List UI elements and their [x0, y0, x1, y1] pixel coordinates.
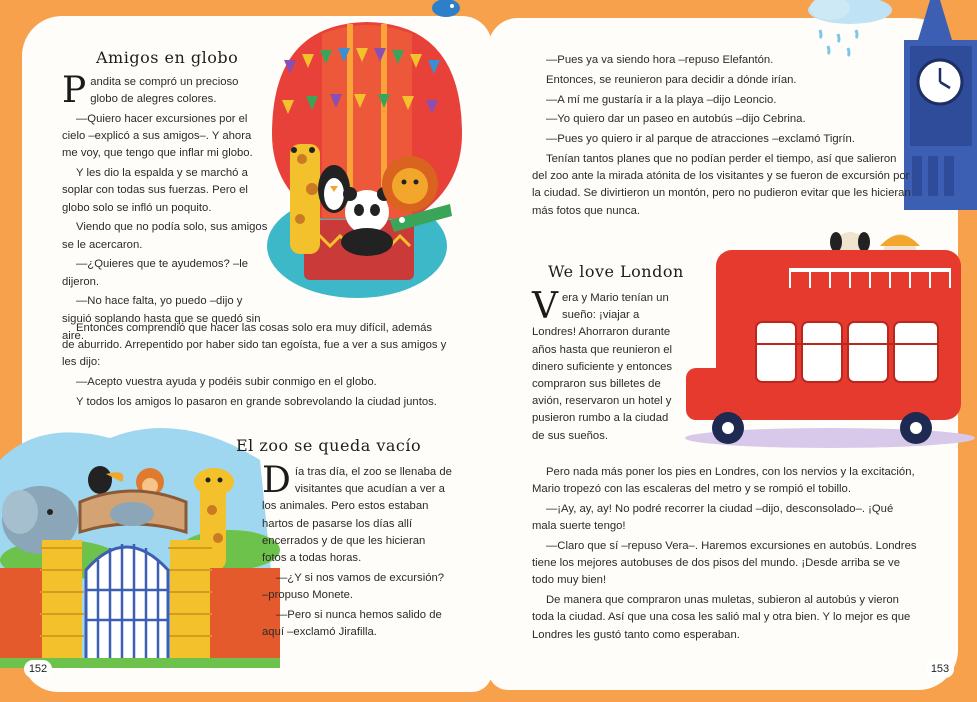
- story-paragraph: Pero nada más poner los pies en Londres, con los nervios y la excitación, Mario tropezó con las escaleras del metro y se rompió el tobillo.: [532, 466, 915, 496]
- panda-icon: [341, 187, 393, 256]
- story-paragraph: era y Mario tenían un sueño: ¡viajar a Londres! Ahorraron durante años hasta que reunieron el dinero suficiente y entonces compraron sus billetes de avión, reservaron un hotel y pusieron rumbo a la ciudad de sus sueños.: [532, 292, 673, 442]
- story-text-amigos-en-globo: [62, 70, 268, 348]
- story-paragraph: —¿Y si nos vamos de excursión? –propuso Monete.: [262, 571, 445, 602]
- drop-cap: V: [532, 286, 558, 327]
- page-number-right: 153: [926, 660, 954, 678]
- story-title-el-zoo: El zoo se queda vacío: [236, 436, 422, 455]
- story-paragraph: Y todos los amigos lo pasaron en grande sobrevolando la ciudad juntos.: [76, 396, 437, 408]
- story-paragraph: Entonces, se reunieron para decidir a dónde irían.: [546, 73, 797, 86]
- hot-air-balloon-illustration: [262, 14, 472, 304]
- story-paragraph: —Yo quiero dar un paseo en autobús –dijo Cebrina.: [546, 113, 806, 126]
- story-paragraph: —A mí me gustaría ir a la playa –dijo Leoncio.: [546, 93, 777, 106]
- lion-icon: [382, 156, 438, 212]
- story-text-we-love-london-end: [532, 464, 917, 646]
- clock-tower-icon: [904, 0, 977, 210]
- story-paragraph: —¡Ay, ay, ay! No podré recorrer la ciudad –dijo, desconsolado–. ¡Qué mala suerte tengo!: [532, 503, 894, 533]
- story-paragraph: Entonces comprendió que hacer las cosas solo era muy difícil, además de aburrido. Arrepentido por haber sido tan egoísta, fue a ver a sus amigos y les dijo:: [62, 322, 447, 369]
- story-paragraph: —No hace falta, yo puedo –dijo y siguió soplando hasta que se quedó sin aire.: [62, 295, 261, 342]
- story-paragraph: andita se compró un precioso globo de alegres colores.: [90, 76, 239, 106]
- story-text-el-zoo: [262, 460, 452, 644]
- story-paragraph: Tenían tantos planes que no podían perder el tiempo, así que salieron del zoo ante la mirada atónita de los visitantes y se fueron de excursión por la ciudad. Se divirtieron un montón, pero no pudieron evitar que les hicieran más fotos que nunca.: [532, 152, 911, 217]
- page-number-left: 152: [24, 660, 52, 678]
- story-text-we-love-london: [532, 286, 682, 447]
- story-paragraph: —¿Quieres que te ayudemos? –le dijeron.: [62, 258, 249, 288]
- drop-cap: D: [262, 460, 291, 501]
- story-paragraph: —Pues ya va siendo hora –repuso Elefantón.: [546, 54, 774, 66]
- gate-bars-icon: [86, 544, 168, 660]
- story-text-amigos-en-globo-end: [62, 320, 447, 414]
- rain-cloud-icon: [808, 0, 892, 56]
- zoo-gate-illustration: [0, 420, 280, 690]
- story-paragraph: —Pero si nunca hemos salido de aquí –exclamó Jirafilla.: [262, 608, 442, 639]
- story-title-amigos-en-globo: Amigos en globo: [96, 48, 239, 67]
- story-text-el-zoo-continued: [532, 52, 914, 222]
- drop-cap: P: [62, 70, 87, 111]
- story-title-we-love-london: We love London: [548, 262, 684, 281]
- story-paragraph: —Acepto vuestra ayuda y podéis subir conmigo en el globo.: [76, 376, 377, 389]
- story-paragraph: —Claro que sí –repuso Vera–. Haremos excursiones en autobús. Londres tiene los mejores autobuses de dos pisos del mundo. ¡Desde arriba se ve todo muy bien!: [532, 540, 917, 587]
- story-paragraph: ía tras día, el zoo se llenaba de visitantes que acudían a ver a los animales. Pero estos estaban hartos de pasarse los días allí encerrados y de que les hicieran fotos a todas horas.: [262, 466, 452, 565]
- story-paragraph: Y les dio la espalda y se marchó a soplar con todas sus fuerzas. Pero el globo solo se infló un poquito.: [62, 167, 248, 214]
- giraffe-icon: [290, 144, 320, 254]
- story-paragraph: —Quiero hacer excursiones por el cielo –explicó a sus amigos–. Y ahora me voy, que tengo que inflar mi globo.: [62, 113, 253, 160]
- gate-sign-icon: [80, 491, 186, 532]
- double-decker-bus-illustration: [680, 228, 977, 458]
- story-paragraph: —Pues yo quiero ir al parque de atracciones –exclamó Tigrín.: [546, 133, 855, 146]
- story-paragraph: De manera que compraron unas muletas, subieron al autobús y vieron toda la ciudad. Así que una cosa les salió mal y otra bien. Y lo mejor es que Londres les gustó tanto como esperaban.: [532, 594, 911, 641]
- story-paragraph: Viendo que no podía solo, sus amigos se le acercaron.: [62, 221, 268, 251]
